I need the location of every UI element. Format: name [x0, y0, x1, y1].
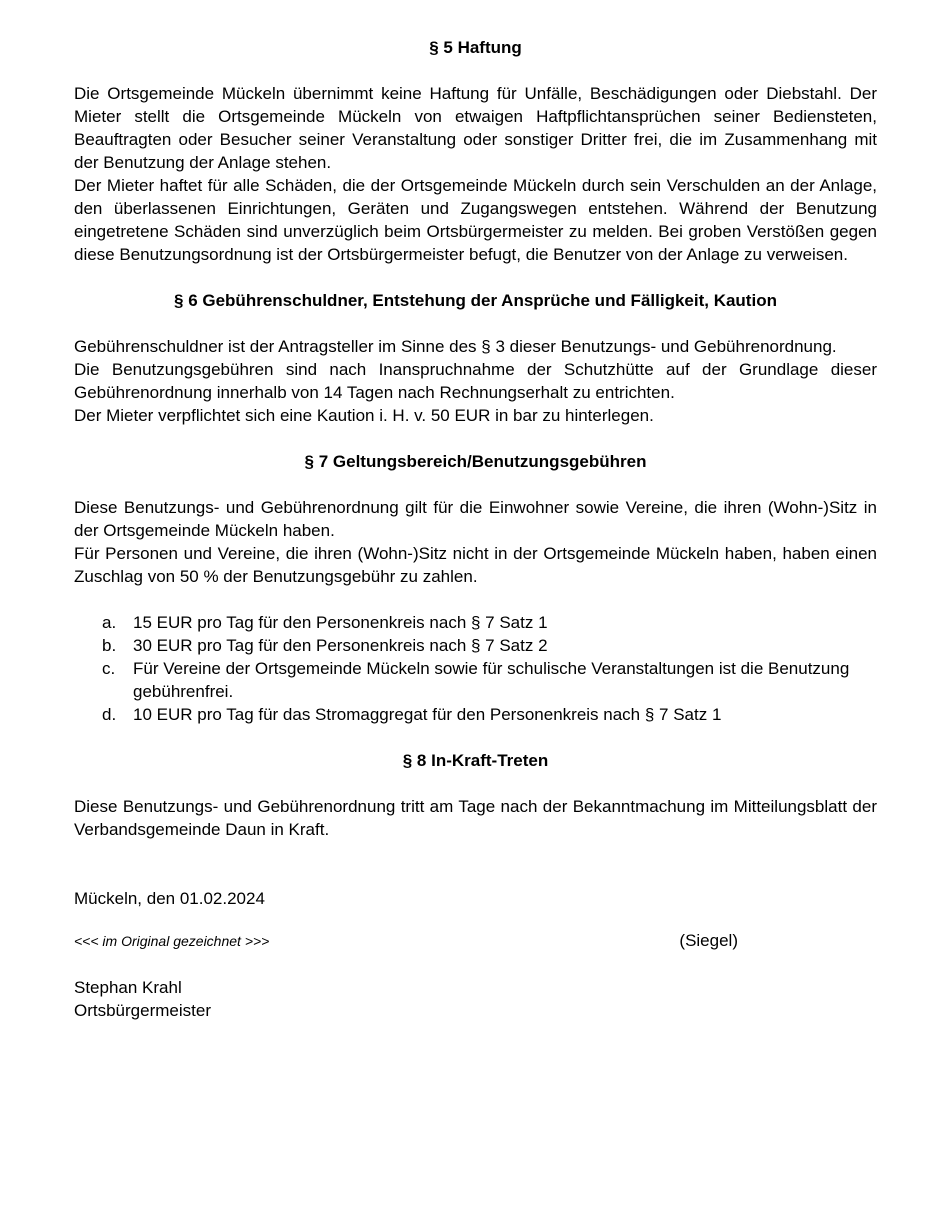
fee-item-d: [74, 703, 877, 726]
signer-name: Stephan Krahl: [74, 978, 182, 997]
section-5-heading: § 5 Haftung: [429, 38, 522, 57]
section-7-heading: § 7 Geltungsbereich/Benutzungsgebühren: [304, 452, 647, 471]
section-8-paragraph-1: Diese Benutzungs- und Gebührenordnung tritt am Tage nach der Bekanntmachung im Mitteilungsblatt der Verbandsgemeinde Daun in Kraft.: [74, 797, 877, 839]
seal-placeholder: (Siegel): [679, 931, 738, 950]
section-7-paragraph-1: Diese Benutzungs- und Gebührenordnung gilt für die Einwohner sowie Vereine, die ihren (Wohn-)Sitz in der Ortsgemeinde Mückeln haben.: [74, 498, 877, 540]
section-8-heading: § 8 In-Kraft-Treten: [402, 751, 549, 770]
fee-item-text: 10 EUR pro Tag für das Stromaggregat für den Personenkreis nach § 7 Satz 1: [133, 705, 722, 724]
section-7-paragraph-2: Für Personen und Vereine, die ihren (Wohn-)Sitz nicht in der Ortsgemeinde Mückeln haben, haben einen Zuschlag von 50 % der Benutzungsgebühr zu zahlen.: [74, 544, 877, 586]
place-date: Mückeln, den 01.02.2024: [74, 889, 265, 908]
section-6-paragraph-3: Der Mieter verpflichtet sich eine Kaution i. H. v. 50 EUR in bar zu hinterlegen.: [74, 406, 654, 425]
fee-item-marker: d.: [102, 705, 117, 724]
fee-item-text: Für Vereine der Ortsgemeinde Mückeln sowie für schulische Veranstaltungen ist die Benutzung gebührenfrei.: [133, 659, 850, 701]
document-page: [74, 36, 877, 1022]
section-6-paragraph-2: Die Benutzungsgebühren sind nach Inanspruchnahme der Schutzhütte auf der Grundlage dieser Gebührenordnung innerhalb von 14 Tagen nach Rechnungserhalt zu entrichten.: [74, 360, 877, 402]
signer-title: Ortsbürgermeister: [74, 1001, 211, 1020]
fee-item-a: [74, 611, 877, 634]
fee-list: [74, 611, 877, 726]
fee-item-text: 15 EUR pro Tag für den Personenkreis nach § 7 Satz 1: [133, 613, 548, 632]
fee-item-b: [74, 634, 877, 657]
section-5-paragraph-1: Die Ortsgemeinde Mückeln übernimmt keine Haftung für Unfälle, Beschädigungen oder Diebstahl. Der Mieter stellt die Ortsgemeinde Mückeln von etwaigen Haftpflichtansprüchen seiner Bediensteten, Beauftragten oder Besucher seiner Veranstaltung oder sonstiger Dritter frei, die im Zusammenhang mit der Benutzung der Anlage stehen.: [74, 84, 877, 172]
fee-item-text: 30 EUR pro Tag für den Personenkreis nach § 7 Satz 2: [133, 636, 548, 655]
original-signed-note: <<< im Original gezeichnet >>>: [74, 933, 270, 949]
fee-item-marker: c.: [102, 659, 116, 678]
section-6-heading: § 6 Gebührenschuldner, Entstehung der Ansprüche und Fälligkeit, Kaution: [174, 291, 777, 310]
section-5-paragraph-2: Der Mieter haftet für alle Schäden, die der Ortsgemeinde Mückeln durch sein Verschulden an der Anlage, den überlassenen Einrichtungen, Geräten und Zugangswegen entstehen. Während der Benutzung eingetretene Schäden sind unverzüglich beim Ortsbürgermeister zu melden. Bei groben Verstößen gegen diese Benutzungsordnung ist der Ortsbürgermeister befugt, die Benutzer von der Anlage zu verweisen.: [74, 176, 877, 264]
signature-row: [74, 929, 877, 953]
fee-item-c: [74, 657, 877, 703]
fee-item-marker: a.: [102, 613, 117, 632]
fee-item-marker: b.: [102, 636, 117, 655]
section-6-paragraph-1: Gebührenschuldner ist der Antragsteller im Sinne des § 3 dieser Benutzungs- und Gebührenordnung.: [74, 337, 837, 356]
